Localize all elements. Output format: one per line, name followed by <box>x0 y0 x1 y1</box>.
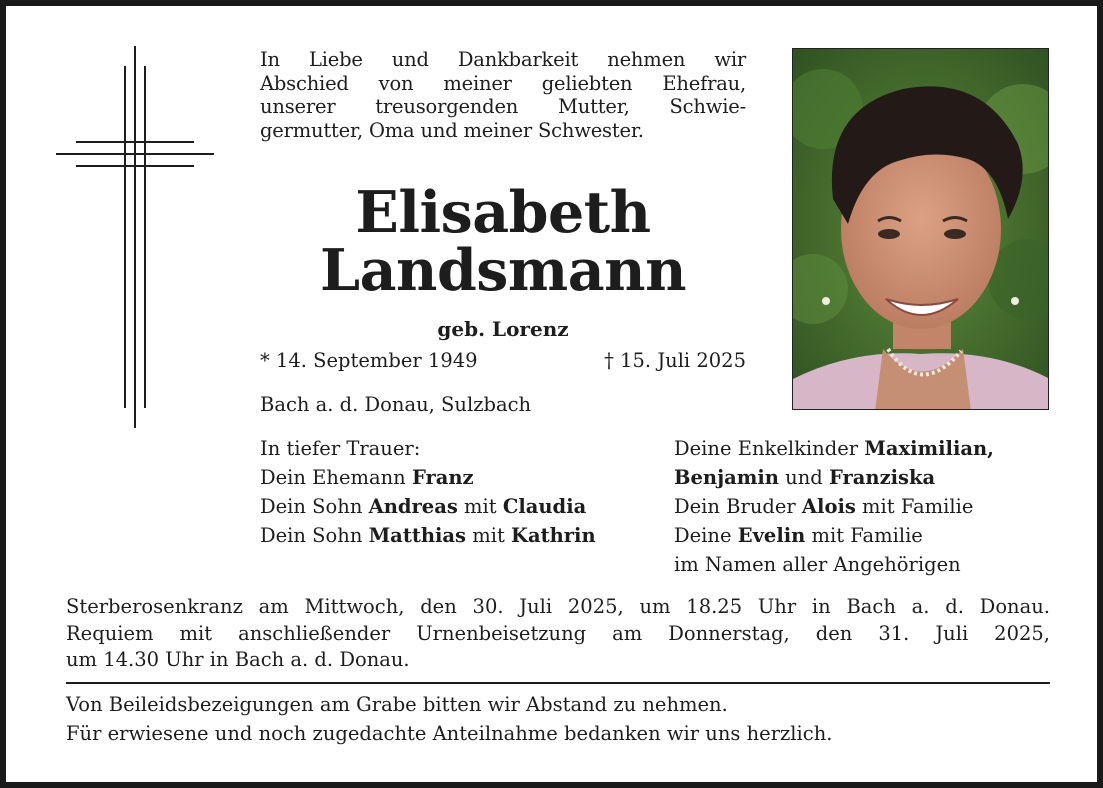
mourner-line <box>260 521 596 550</box>
service-line: Sterberosenkranz am Mittwoch, den 30. Juli 2025, um 18.25 Uhr in Bach a. d. Donau. <box>66 595 1050 618</box>
mourner-connector: mit <box>457 495 503 518</box>
mourner-name: Evelin <box>737 524 806 547</box>
residence-place: Bach a. d. Donau, Sulzbach <box>260 393 532 416</box>
mourner-name: Maximilian, <box>864 437 994 460</box>
intro-line: Abschied von meiner geliebten Ehefrau, <box>260 71 746 95</box>
intro-line: In Liebe und Dankbarkeit nehmen wir <box>260 48 746 71</box>
mourner-relation: Deine Enkelkinder <box>674 437 865 460</box>
mourner-connector: und <box>778 466 829 489</box>
closing-text <box>66 690 832 748</box>
divider <box>66 682 1050 684</box>
last-name: Landsmann <box>319 237 687 304</box>
mourner-name: Franziska <box>828 466 936 489</box>
mourners-right-column <box>674 434 994 579</box>
mourner-line <box>260 463 596 492</box>
service-details <box>66 594 1050 674</box>
closing-line: Von Beileidsbezeigungen am Grabe bitten wir Abstand zu nehmen. <box>66 693 728 716</box>
maiden-name: geb. Lorenz <box>437 317 569 341</box>
intro-line: germutter, Oma und meiner Schwester. <box>260 118 644 142</box>
portrait-illustration <box>793 49 1049 410</box>
mourner-connector: mit Familie <box>805 524 923 547</box>
mourner-name: Andreas <box>368 495 458 518</box>
mourner-connector: mit <box>466 524 511 547</box>
birth-date: * 14. September 1949 <box>260 349 478 372</box>
mourners-heading: In tiefer Trauer: <box>260 437 421 460</box>
mourner-name: Matthias <box>368 524 467 547</box>
mourner-relation: Dein Sohn <box>260 524 369 547</box>
mourner-line <box>260 492 596 521</box>
first-name: Elisabeth <box>355 179 651 246</box>
deceased-name <box>260 179 746 304</box>
intro-line: unserer treusorgenden Mutter, Schwie- <box>260 95 746 118</box>
portrait-photo <box>792 48 1049 410</box>
service-line: Requiem mit anschließender Urnenbeisetzung am Donnerstag, den 31. Juli 2025, <box>66 621 1050 645</box>
service-line: um 14.30 Uhr in Bach a. d. Donau. <box>66 648 410 671</box>
death-date: † 15. Juli 2025 <box>604 349 746 372</box>
mourner-relation: Deine <box>674 524 738 547</box>
mourner-name: Claudia <box>502 495 587 518</box>
mourner-line <box>674 492 994 521</box>
mourner-line <box>674 434 994 463</box>
mourner-relation: Dein Bruder <box>674 495 802 518</box>
mourners-left-column <box>260 434 596 550</box>
mourner-name: Kathrin <box>511 524 596 547</box>
mourner-line: im Namen aller Angehörigen <box>674 553 961 576</box>
mourner-line <box>674 521 994 550</box>
intro-text <box>260 48 746 142</box>
mourner-name: Alois <box>801 495 856 518</box>
closing-line: Für erwiesene und noch zugedachte Anteilnahme bedanken wir uns herzlich. <box>66 722 833 745</box>
mourner-name: Benjamin <box>674 466 779 489</box>
mourner-line <box>674 463 994 492</box>
mourner-name: Franz <box>411 466 474 489</box>
mourner-connector: mit Familie <box>855 495 974 518</box>
cross-icon <box>56 46 214 428</box>
mourner-relation: Dein Sohn <box>260 495 369 518</box>
mourner-relation: Dein Ehemann <box>260 466 412 489</box>
